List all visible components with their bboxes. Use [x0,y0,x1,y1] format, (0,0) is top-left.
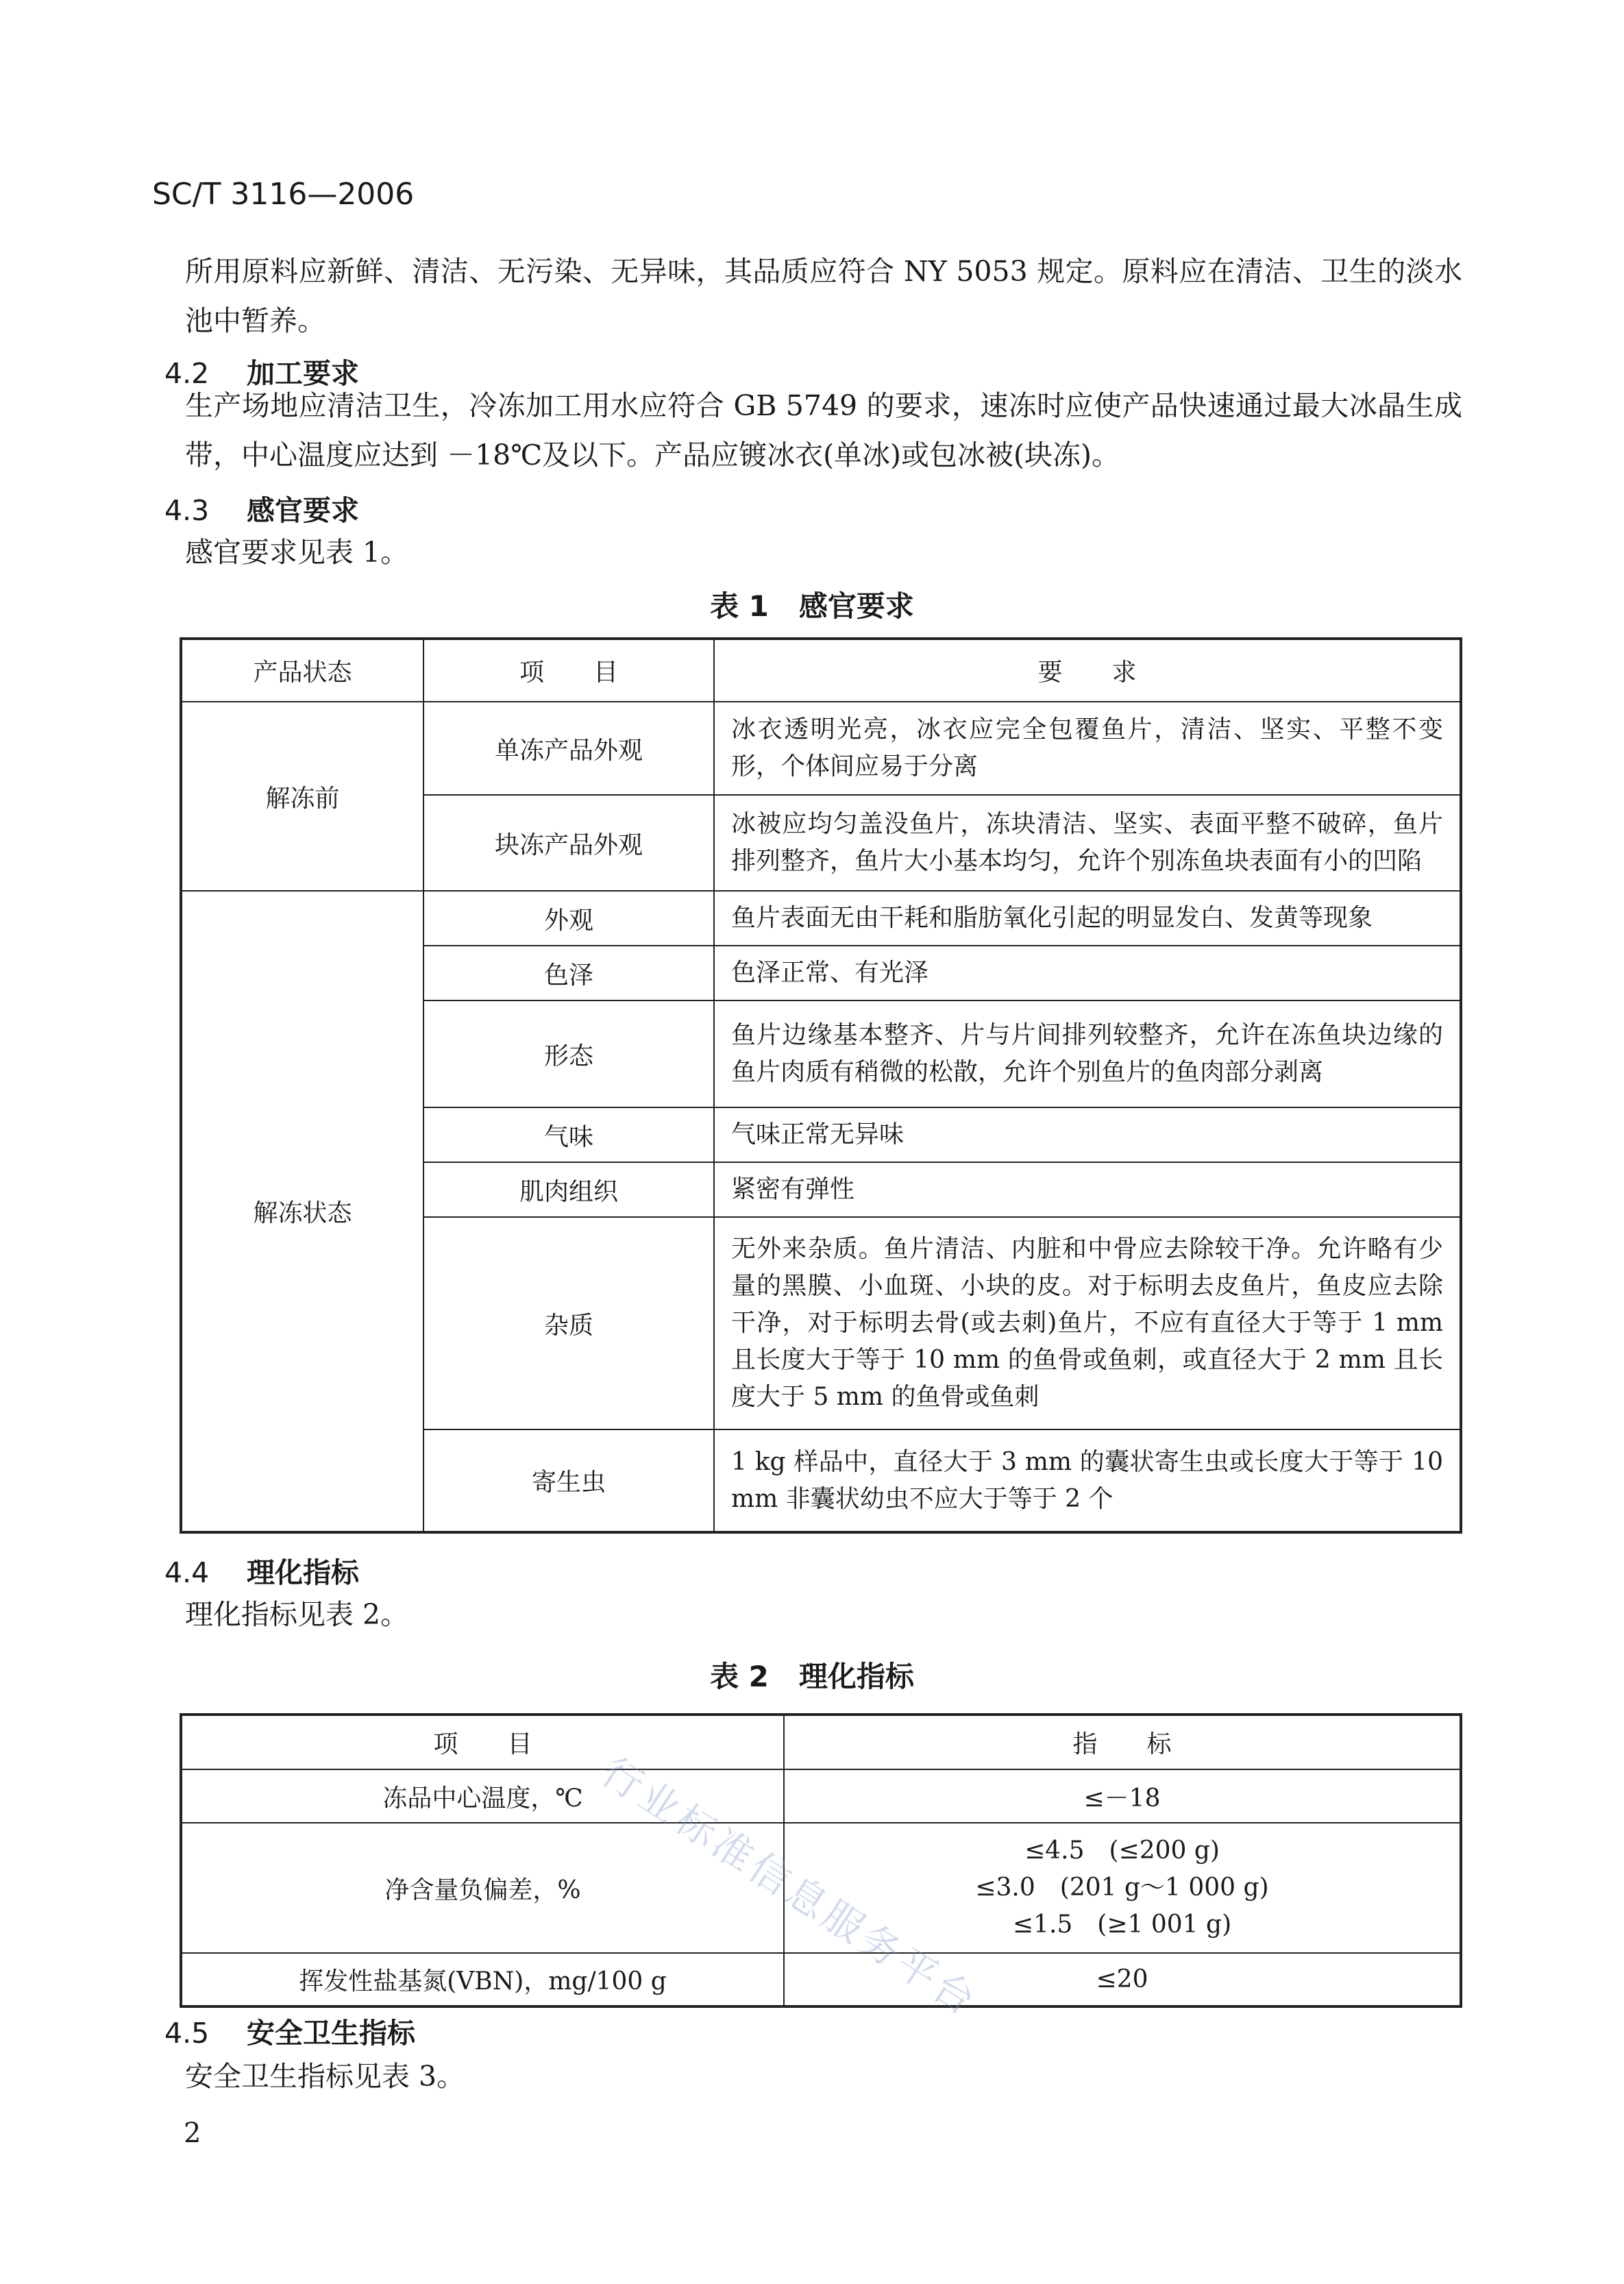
standard-code: SC/T 3116—2006 [152,177,415,212]
section-4-3-paragraph: 感官要求见表 1。 [185,536,409,569]
indicator-line: ≤1.5 (≥1 001 g) [1012,1911,1232,1939]
section-4-3-heading [164,488,359,528]
section-4-2-paragraph: 生产场地应清洁卫生，冷冻加工用水应符合 GB 5749 的要求，速冻时应使产品快速通过最大冰晶生成带，中心温度应达到 －18℃及以下。产品应镀冰衣(单冰)或包冰被(块冻)。 [185,389,1462,471]
indicator-line: ≤4.5 (≤200 g) [1024,1837,1220,1865]
requirement-cell: 鱼片边缘基本整齐、片与片间排列较整齐，允许在冻鱼块边缘的鱼片肉质有稍微的松散，允许个别鱼片的鱼肉部分剥离 [714,1000,1461,1107]
section-number: 4.3 [164,494,210,527]
section-title: 安全卫生指标 [247,2017,415,2050]
header-requirement: 要 求 [714,639,1461,702]
item-cell: 形态 [423,1000,714,1107]
section-number: 4.2 [164,357,210,390]
table-row [181,702,1461,795]
watermark: 行业标准信息服务平台 [593,1747,987,2026]
requirement-cell: 1 kg 样品中，直径大于 3 mm 的囊状寄生虫或长度大于等于 10 mm 非囊状幼虫不应大于等于 2 个 [714,1429,1461,1532]
item-cell: 挥发性盐基氮(VBN)，mg/100 g [181,1953,784,2006]
table1-caption-title: 感官要求 [798,589,914,623]
item-cell: 杂质 [423,1217,714,1429]
intro-paragraph: 所用原料应新鲜、清洁、无污染、无异味，其品质应符合 NY 5053 规定。原料应在清洁、卫生的淡水池中暂养。 [185,255,1462,337]
requirement-cell: 鱼片表面无由干耗和脂肪氧化引起的明显发白、发黄等现象 [714,891,1461,946]
section-title: 加工要求 [247,357,359,390]
section-4-4-paragraph: 理化指标见表 2。 [185,1598,409,1631]
table1-caption-number: 表 1 [710,589,769,623]
table-row [181,1769,1461,1823]
requirement-cell: 冰被应均匀盖没鱼片，冻块清洁、坚实、表面平整不破碎，鱼片排列整齐，鱼片大小基本均匀，允许个别冻鱼块表面有小的凹陷 [714,795,1461,891]
requirement-cell: 无外来杂质。鱼片清洁、内脏和中骨应去除较干净。允许略有少量的黑膜、小血斑、小块的皮。对于标明去皮鱼片，鱼皮应去除干净，对于标明去骨(或去刺)鱼片，不应有直径大于等于 1 mm 且长度大于等于 10 mm 的鱼骨或鱼刺，或直径大于 2 mm 且长度大于 5 mm 的鱼骨或鱼刺 [714,1217,1461,1429]
section-number: 4.4 [164,1556,210,1589]
requirement-cell: 气味正常无异味 [714,1107,1461,1162]
group-thawed-state: 解冻状态 [181,891,423,1532]
indicator-line: ≤3.0 (201 g～1 000 g) [975,1874,1269,1902]
table1-caption [0,584,1624,625]
sensory-requirements-table [180,637,1462,1534]
item-cell: 外观 [423,891,714,946]
requirement-cell: 冰衣透明光亮，冰衣应完全包覆鱼片，清洁、坚实、平整不变形，个体间应易于分离 [714,702,1461,795]
table-row [181,1953,1461,2006]
table-row [181,891,1461,946]
page-number: 2 [184,2117,201,2149]
table2-caption-number: 表 2 [710,1660,769,1693]
item-cell: 块冻产品外观 [423,795,714,891]
table2-caption-title: 理化指标 [798,1660,914,1693]
header-indicator: 指 标 [784,1715,1461,1769]
section-4-5-heading [164,2011,415,2051]
requirement-cell: 色泽正常、有光泽 [714,946,1461,1000]
header-item: 项 目 [423,639,714,702]
header-product-state: 产品状态 [181,639,423,702]
item-cell: 肌肉组织 [423,1162,714,1217]
item-cell: 色泽 [423,946,714,1000]
requirement-cell: 紧密有弹性 [714,1162,1461,1217]
header-item: 项 目 [181,1715,784,1769]
item-cell: 净含量负偏差，% [181,1823,784,1953]
table2-caption [0,1654,1624,1695]
item-cell: 气味 [423,1107,714,1162]
indicator-cell: ≤－18 [784,1769,1461,1823]
indicator-cell: ≤20 [784,1953,1461,2006]
section-4-4-heading [164,1550,359,1591]
section-title: 理化指标 [247,1556,359,1589]
group-before-thaw: 解冻前 [181,702,423,891]
item-cell: 寄生虫 [423,1429,714,1532]
table-header-row [181,1715,1461,1769]
item-cell: 冻品中心温度，℃ [181,1769,784,1823]
item-cell: 单冻产品外观 [423,702,714,795]
physicochemical-indicators-table [180,1713,1462,2008]
section-4-5-paragraph: 安全卫生指标见表 3。 [185,2060,465,2093]
table-header-row [181,639,1461,702]
section-number: 4.5 [164,2017,210,2050]
section-title: 感官要求 [247,494,359,527]
